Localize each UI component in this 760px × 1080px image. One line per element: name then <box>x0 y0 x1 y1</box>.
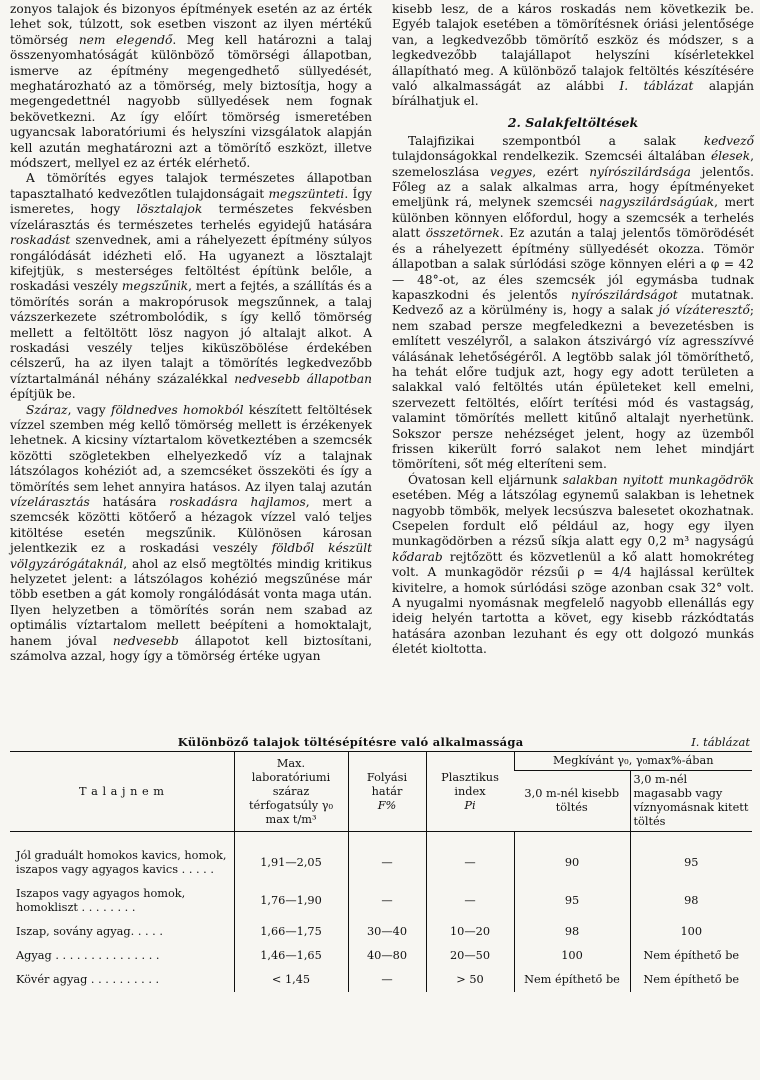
text-run: , ezért <box>532 164 590 179</box>
emphasis-text: salakban nyitott munkagödrök <box>562 472 754 487</box>
text-run: esetében. Még a látszólag egynemű salakban is lehetnek nagyobb tömbök, melyek lecsúszva balesetet okozhatnak. Csepelen fordult elő például az, hogy egy ilyen munkagödörben a rézsű síkja alatt egy 0,2 m³ nagyságú <box>392 488 754 549</box>
table-caption <box>10 734 752 752</box>
data-table <box>10 752 752 992</box>
cell-density: < 1,45 <box>234 968 348 992</box>
cell-name: Kövér agyag . . . . . . . . . . <box>16 973 160 986</box>
emphasis-text: roskadást <box>10 233 71 248</box>
emphasis-text: nyírószilárdsága <box>589 164 691 179</box>
emphasis-text: kődarab <box>392 549 443 564</box>
cell-density: 1,46—1,65 <box>234 944 348 968</box>
emphasis-text: összetörnek <box>425 226 500 241</box>
header-liquid-label: Folyási határ <box>366 770 408 798</box>
text-run: . Meg kell határozni a talaj összenyomhatóságát különböző tömörségi állapotban, ismerve az építmény megengedhető süllyedését, meghatározható az a tömörség, mely biztosítja, hogy a megengedettnél nagyobb süllyedések nem fognak bekövetkezni. Az így előírt tömörség ismeretében ugyancsak laboratóriumi és helyszíni vizsgálatok alapján kell azután meghatározni azt a tömörítő eszközt, illetve módszert, mellyel ez az érték elérhető. <box>10 32 372 171</box>
emphasis-text: földnedves homokból <box>110 402 244 417</box>
text-run: zonyos talajok és bizonyos építmények esetén az az érték lehet sok, túlzott, sok esetben viszont az ilyen mértékű tömörség <box>10 2 372 47</box>
emphasis-text: nedvesebb állapotban <box>234 371 372 386</box>
cell-low: Nem építhető be <box>514 968 630 992</box>
emphasis-text: megszűnik <box>121 279 189 294</box>
header-plastic-symbol: Pi <box>464 798 476 812</box>
header-liquid-symbol: F% <box>377 798 397 812</box>
cell-low: 100 <box>514 944 630 968</box>
text-run: . Ez azután a talaj jelentős tömörödését és a ráhelyezett építmény süllyedését okozza. Tömör állapotban a salak súrlódási szöge könnyen eléri a φ = 42 — 48°-ot, az éles szemcsék jól egymásba tudnak kapaszkodni és jelentős <box>392 226 754 302</box>
table-row <box>10 882 752 920</box>
paragraph <box>10 403 372 665</box>
text-run: alapján bírálhatjuk el. <box>392 79 754 109</box>
cell-plastic: 10—20 <box>426 920 514 944</box>
text-run: . Így ismeretes, hogy <box>10 186 373 217</box>
cell-liquid: — <box>348 882 426 920</box>
text-run: Talajfizikai szempontból a salak <box>408 133 704 148</box>
emphasis-text: nedvesebb <box>112 633 179 648</box>
paragraph <box>10 2 372 171</box>
cell-name: Jól graduált homokos kavics, homok, iszapos vagy agyagos kavics . . . . . <box>16 849 227 876</box>
emphasis-text: lösztalajok <box>136 202 203 217</box>
table-title: Különböző talajok töltésépítésre való alkalmassága <box>177 735 524 749</box>
emphasis-text: vegyes <box>490 164 533 179</box>
cell-low: 90 <box>514 832 630 883</box>
text-run: jelentős. Főleg az a salak alkalmas arra, hogy építményeket emeljünk rá, melynek szemcséi <box>392 164 754 210</box>
text-run: kisebb lesz, de a káros roskadás nem következik be. Egyéb talajok esetében a tömörítésnek óriási jelentősége van, a legkedvezőbb tömörítő eszköz és módszer, s a legkedvezőbb talajállapot helyszíni kísérletekkel állapítható meg. A különböző talajok feltöltés készítésére való alkalmasságát az alábbi <box>392 2 754 94</box>
cell-name: Agyag . . . . . . . . . . . . . . . <box>16 949 160 962</box>
paragraph <box>392 2 754 110</box>
text-run: ; nem szabad persze megfeledkezni a bevezetésben is említett veszélyről, a salakon átszivárgó víz agresszívvé válásának lehetőségéről. A legtöbb salak jól tömöríthető, ha tehát előre tudjuk azt, hogy egy adott területen a salakkal való feltöltés után épületeket kell emelni, szervezett feltöltés, előírt terítési mód és vastagság, valamint tömörítés mellett kitűnő altalajt nyerhetünk. Sokszor persze nehézséget jelent, hogy az üzemből frissen kikerült forró salakot nem lehet mindjárt tömöríteni, sőt még elteríteni sem. <box>392 303 754 472</box>
cell-density: 1,76—1,90 <box>234 882 348 920</box>
header-plastic-label: Plasztikus index <box>441 770 499 798</box>
text-run: , ahol az első megtöltés mindig kritikus helyzetet jelent: a látszólagos kohézió megszűnése már több esetben a gát komoly rongálódását vonta maga után. Ilyen helyzetben a tömörítés során nem szabad az optimális víztartalom mellett beépíteni a homoktalajt, hanem jóval <box>10 556 372 648</box>
cell-high: 95 <box>630 832 752 883</box>
text-run: állapotot kell biztosítani, számolva azzal, hogy így a tömörség értéke ugyan <box>10 633 372 664</box>
text-run: készített feltöltések vízzel szemben még kellő tömörség mellett is érzékenyek lehetnek. A kicsiny víztartalom következtében a szemcsék közötti szögletekben elhelyezkedő víz a talajnak látszólagos kohéziót ad, a szemcséket összeköti és így a tömörítés sem lehet annyira hatásos. Az ilyen talaj azután <box>10 402 373 494</box>
header-liquid-limit <box>348 752 426 832</box>
soil-suitability-table <box>10 734 752 992</box>
header-required: Megkívánt γ₀, γ₀max%-ában <box>514 752 752 771</box>
text-run: szenvednek, ami a ráhelyezett építmény súlyos rongálódását idézheti elő. Ha ugyanezt a lösztalajt kifejtjük, s mesterséges feltöltést építünk belőle, a roskadási veszély <box>10 233 372 294</box>
emphasis-text: nagyszilárdságúak <box>599 195 715 210</box>
text-run: , mert a szemcsék közötti kötőerő a hézagok vízzel való teljes kitöltése esetén megszűnik. Különösen károsan jelentkezik ez a roskadási veszély <box>10 495 372 556</box>
text-run: rejtőzött és közvetlenül a kő alatt homokréteg volt. A munkagödör rézsűi ρ = 4/4 hajlással kerültek kivitelre, a homok súrlódási szöge azonban csak 32° volt. A nyugalmi nyomásnak megfelelő nagyobb ellenállás egy ideig helyén tartotta a követ, egy kisebb rázkódtatás hatására azonban lezuhant és egy ott dolgozó munkás életét kioltotta. <box>392 549 754 657</box>
header-soil-type: T a l a j n e m <box>10 752 234 832</box>
cell-high: Nem építhető be <box>630 968 752 992</box>
text-columns <box>10 0 752 730</box>
header-high-fill: 3,0 m-nél magasabb vagy víznyomásnak kitett töltés <box>630 771 752 832</box>
header-density: Max. laboratóriumi száraz térfogatsúly γ₀ max t/m³ <box>234 752 348 832</box>
emphasis-text: Száraz <box>26 402 68 417</box>
cell-low: 95 <box>514 882 630 920</box>
cell-name: Iszap, sovány agyag. . . . . <box>16 925 163 938</box>
paragraph <box>10 171 372 402</box>
cell-liquid: 40—80 <box>348 944 426 968</box>
cell-plastic: 20—50 <box>426 944 514 968</box>
text-run: , mert különben könnyen előfordul, hogy a szemcsék a terhelés alatt <box>392 195 754 241</box>
paragraph <box>392 134 754 473</box>
cell-name: Iszapos vagy agyagos homok, homokliszt . . . . . . . . <box>16 887 186 914</box>
emphasis-text: roskadásra hajlamos <box>169 495 306 509</box>
text-run: építjük be. <box>10 387 76 402</box>
table-row <box>10 968 752 992</box>
header-plastic-index <box>426 752 514 832</box>
table-row <box>10 832 752 883</box>
text-run: , szemeloszlása <box>392 149 754 179</box>
cell-high: 98 <box>630 882 752 920</box>
emphasis-text: földből készült völgyzárógátaknál <box>10 541 372 571</box>
emphasis-text: élesek <box>710 149 751 164</box>
cell-liquid: — <box>348 832 426 883</box>
cell-high: Nem építhető be <box>630 944 752 968</box>
section-heading: 2. Salakfeltöltések <box>507 114 639 130</box>
emphasis-text: kedvező <box>703 133 754 148</box>
cell-liquid: — <box>348 968 426 992</box>
text-run: Óvatosan kell eljárnunk <box>408 472 563 487</box>
cell-density: 1,91—2,05 <box>234 832 348 883</box>
table-row <box>10 944 752 968</box>
header-low-fill: 3,0 m-nél kisebb töltés <box>514 771 630 832</box>
cell-high: 100 <box>630 920 752 944</box>
emphasis-text: I. táblázat <box>619 79 694 94</box>
emphasis-text: jó vízáteresztő <box>658 303 750 318</box>
cell-plastic: — <box>426 832 514 883</box>
table-body <box>10 832 752 993</box>
text-run: , vagy <box>67 402 111 417</box>
text-run: A tömörítés egyes talajok természetes állapotban tapasztalható kedvezőtlen tulajdonságait <box>10 171 372 201</box>
text-run: , mert a fejtés, a szállítás és a tömörítés során a makropórusok megszűnnek, a talaj vázszerkezete szétrombolódik, s így kellő tömörség mellett a feltöltött lösz nagyon jó altalajt alkot. A roskadási veszély teljes kiküszöbölése érdekében célszerű, ha az ilyen talajt a tömörítés legkedvezőbb víztartalmánál néhány százalékkal <box>10 279 373 386</box>
text-run: mutatnak. Kedvező az a körülmény is, hogy a salak <box>392 287 754 318</box>
table-row <box>10 920 752 944</box>
cell-plastic: > 50 <box>426 968 514 992</box>
text-run: tulajdonságokkal rendelkezik. Szemcséi általában <box>392 149 711 164</box>
text-run: természetes fekvésben vízelárasztás és természetes terhelés egyidejű hatására <box>10 202 373 232</box>
emphasis-text: nem elegendő <box>78 32 173 47</box>
cell-low: 98 <box>514 920 630 944</box>
cell-liquid: 30—40 <box>348 920 426 944</box>
table-number: I. táblázat <box>691 735 750 749</box>
right-column <box>392 2 754 658</box>
text-run: hatására <box>89 495 170 509</box>
emphasis-text: nyírószilárdságot <box>570 287 678 302</box>
emphasis-text: vízelárasztás <box>10 495 90 509</box>
cell-density: 1,66—1,75 <box>234 920 348 944</box>
paragraph <box>392 473 754 658</box>
emphasis-text: megszünteti <box>268 186 345 201</box>
left-column <box>10 2 372 664</box>
cell-plastic: — <box>426 882 514 920</box>
